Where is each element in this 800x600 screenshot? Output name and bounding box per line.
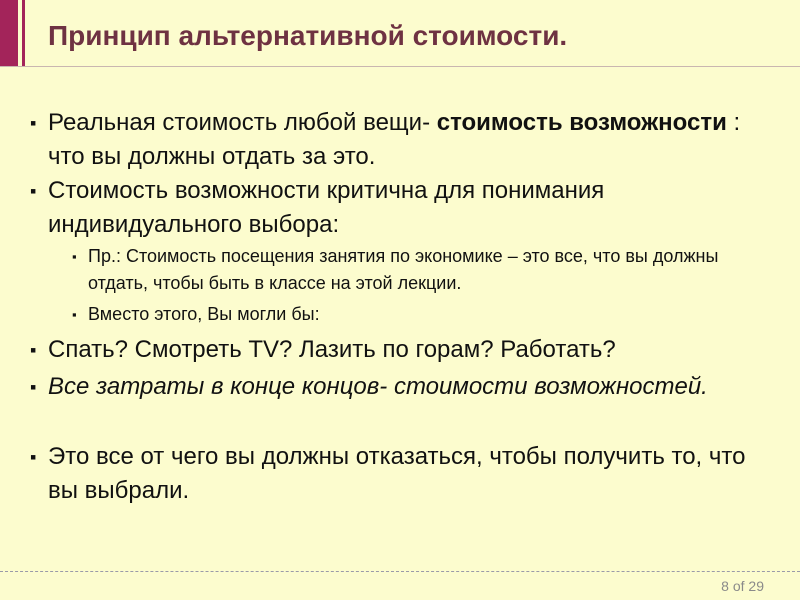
sub-bullet-text: Вместо этого, Вы могли бы: [88, 304, 320, 324]
bullet-text: Стоимость возможности критична для понимания индивидуального выбора: [48, 177, 605, 238]
bullet-text: Все затраты в конце концов- стоимости возможностей. [48, 373, 708, 400]
bullet-text-part: : что вы должны отдать за это. [48, 109, 741, 170]
sub-bullet-text: Пр.: Стоимость посещения занятия по экономике – это все, что вы должны отдать, чтобы быть в классе на этой лекции. [88, 246, 719, 293]
square-bullet-icon: ▪ [30, 377, 37, 397]
title-divider [0, 66, 800, 67]
bullet-text: Спать? Смотреть TV? Лазить по горам? Работать? [48, 336, 616, 363]
square-bullet-icon: ▪ [72, 249, 77, 264]
square-bullet-icon: ▪ [30, 447, 37, 467]
slide-title: Принцип альтернативной стоимости. [48, 20, 568, 51]
bullet-text-part: Реальная стоимость любой вещи- [48, 109, 437, 136]
accent-bar-thin [22, 0, 25, 66]
bullet-text [48, 106, 768, 174]
square-bullet-icon: ▪ [30, 181, 37, 201]
square-bullet-icon: ▪ [30, 340, 37, 360]
bullet-text: Это все от чего вы должны отказаться, чтобы получить то, что вы выбрали. [48, 443, 746, 504]
square-bullet-icon: ▪ [72, 307, 77, 322]
bullet-text-bold: стоимость возможности [436, 109, 727, 136]
square-bullet-icon: ▪ [30, 113, 37, 133]
footer-divider [0, 571, 800, 572]
accent-bar [0, 0, 18, 66]
page-number: 8 of 29 [721, 578, 764, 594]
